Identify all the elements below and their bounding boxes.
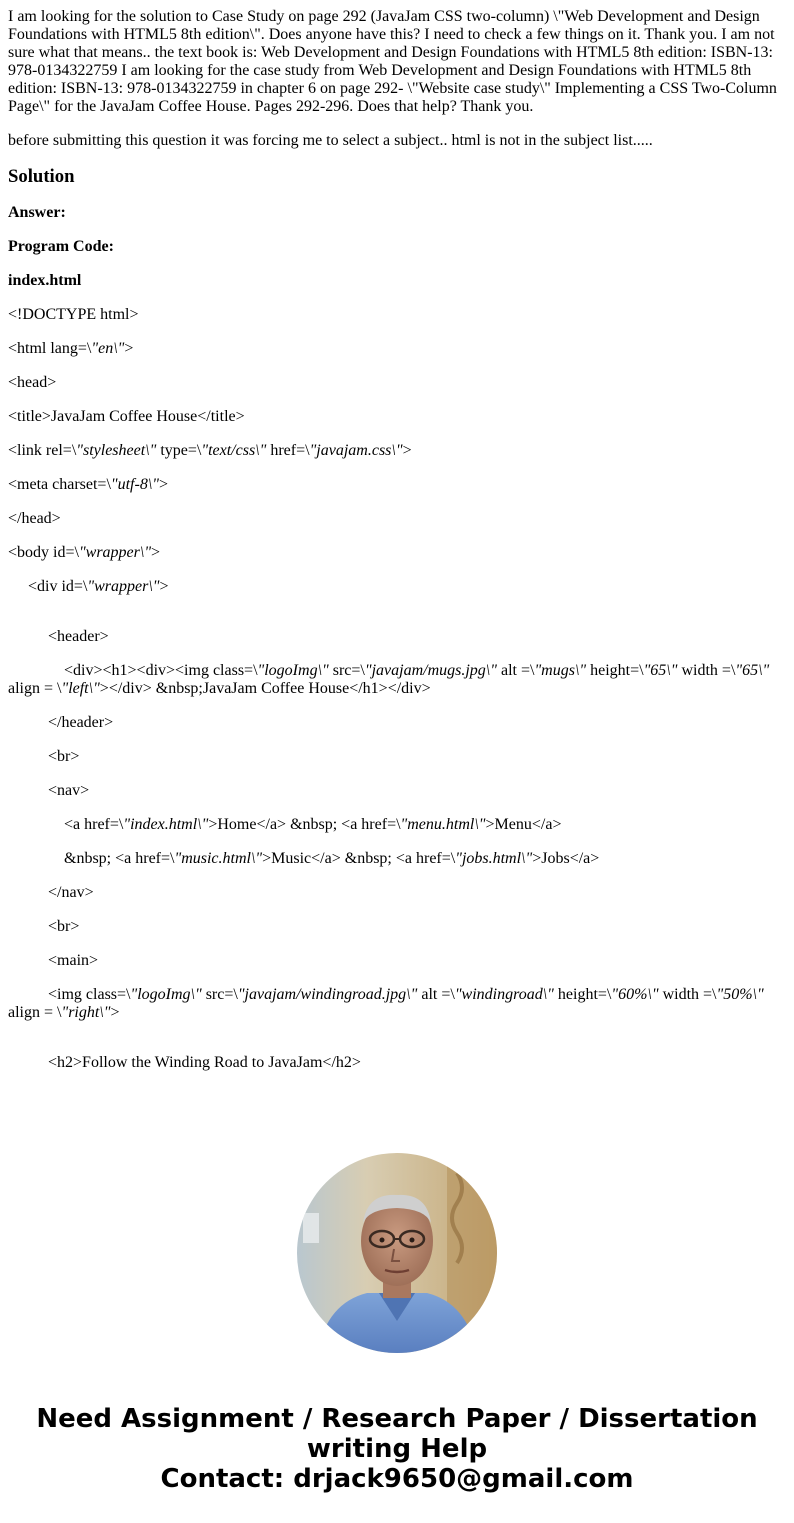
code-line-header-open: <header> — [48, 628, 109, 645]
document-content — [8, 8, 786, 1088]
question-paragraph-2: before submitting this question it was forcing me to select a subject.. html is not in the subject list..... — [8, 132, 653, 149]
code-blank-line — [8, 612, 786, 628]
file-label: index.html — [8, 272, 82, 289]
code-line-img: <img class=\"logoImg\" src=\"javajam/windingroad.jpg\" alt =\"windingroad\" height=\"60%\" width =\"50%\" align = \"right\"> — [8, 986, 764, 1021]
code-line-nav-links-2: &nbsp; <a href=\"music.html\">Music</a> &nbsp; <a href=\"jobs.html\">Jobs</a> — [64, 850, 600, 867]
code-blank-line — [8, 1038, 786, 1054]
code-line-body: <body id=\"wrapper\"> — [8, 544, 161, 561]
code-line-nav-links-1: <a href=\"index.html\">Home</a> &nbsp; <a href=\"menu.html\">Menu</a> — [64, 816, 562, 833]
code-line-h2: <h2>Follow the Winding Road to JavaJam</h2> — [48, 1054, 361, 1071]
code-line-nav-open: <nav> — [48, 782, 90, 799]
program-code-label: Program Code: — [8, 238, 114, 255]
code-line-head-close: </head> — [8, 510, 61, 527]
code-line-doctype: <!DOCTYPE html> — [8, 306, 139, 323]
answer-label: Answer: — [8, 204, 66, 221]
code-line-meta: <meta charset=\"utf-8\"> — [8, 476, 169, 493]
solution-heading: Solution — [8, 166, 75, 187]
code-line-h1: <div><h1><div><img class=\"logoImg\" src=\"javajam/mugs.jpg\" alt =\"mugs\" height=\"65\" width =\"65\" align = \"left\"></div> &nbsp;JavaJam Coffee House</h1></div> — [8, 662, 770, 697]
advert-banner — [0, 1404, 794, 1494]
code-line-br-1: <br> — [48, 748, 80, 765]
code-line-title: <title>JavaJam Coffee House</title> — [8, 408, 245, 425]
tutor-photo — [297, 1153, 497, 1353]
code-line-main-open: <main> — [48, 952, 99, 969]
code-line-br-2: <br> — [48, 918, 80, 935]
advert-line-1: Need Assignment / Research Paper / Dissertation writing Help — [36, 1404, 758, 1464]
code-line-head-open: <head> — [8, 374, 57, 391]
question-paragraph-1: I am looking for the solution to Case Study on page 292 (JavaJam CSS two-column) \"Web Development and Design Foundations with HTML5 8th edition\". Does anyone have this? I need to check a few things on it. Thank you. I am not sure what that means.. the text book is: Web Development and Design Foundations with HTML5 8th edition: ISBN-13: 978-0134322759 I am looking for the case study from Web Development and Design Foundations with HTML5 8th edition: ISBN-13: 978-0134322759 in chapter 6 on page 292- \"Website case study\" Implementing a CSS Two-Column Page\" for the JavaJam Coffee House. Pages 292-296. Does that help? Thank you. — [8, 8, 777, 115]
code-line-link: <link rel=\"stylesheet\" type=\"text/css\" href=\"javajam.css\"> — [8, 442, 412, 459]
code-line-nav-close: </nav> — [48, 884, 94, 901]
code-line-html: <html lang=\"en\"> — [8, 340, 134, 357]
code-line-div: <div id=\"wrapper\"> — [28, 578, 169, 595]
advert-line-2: Contact: drjack9650@gmail.com — [160, 1464, 634, 1494]
code-line-header-close: </header> — [48, 714, 114, 731]
